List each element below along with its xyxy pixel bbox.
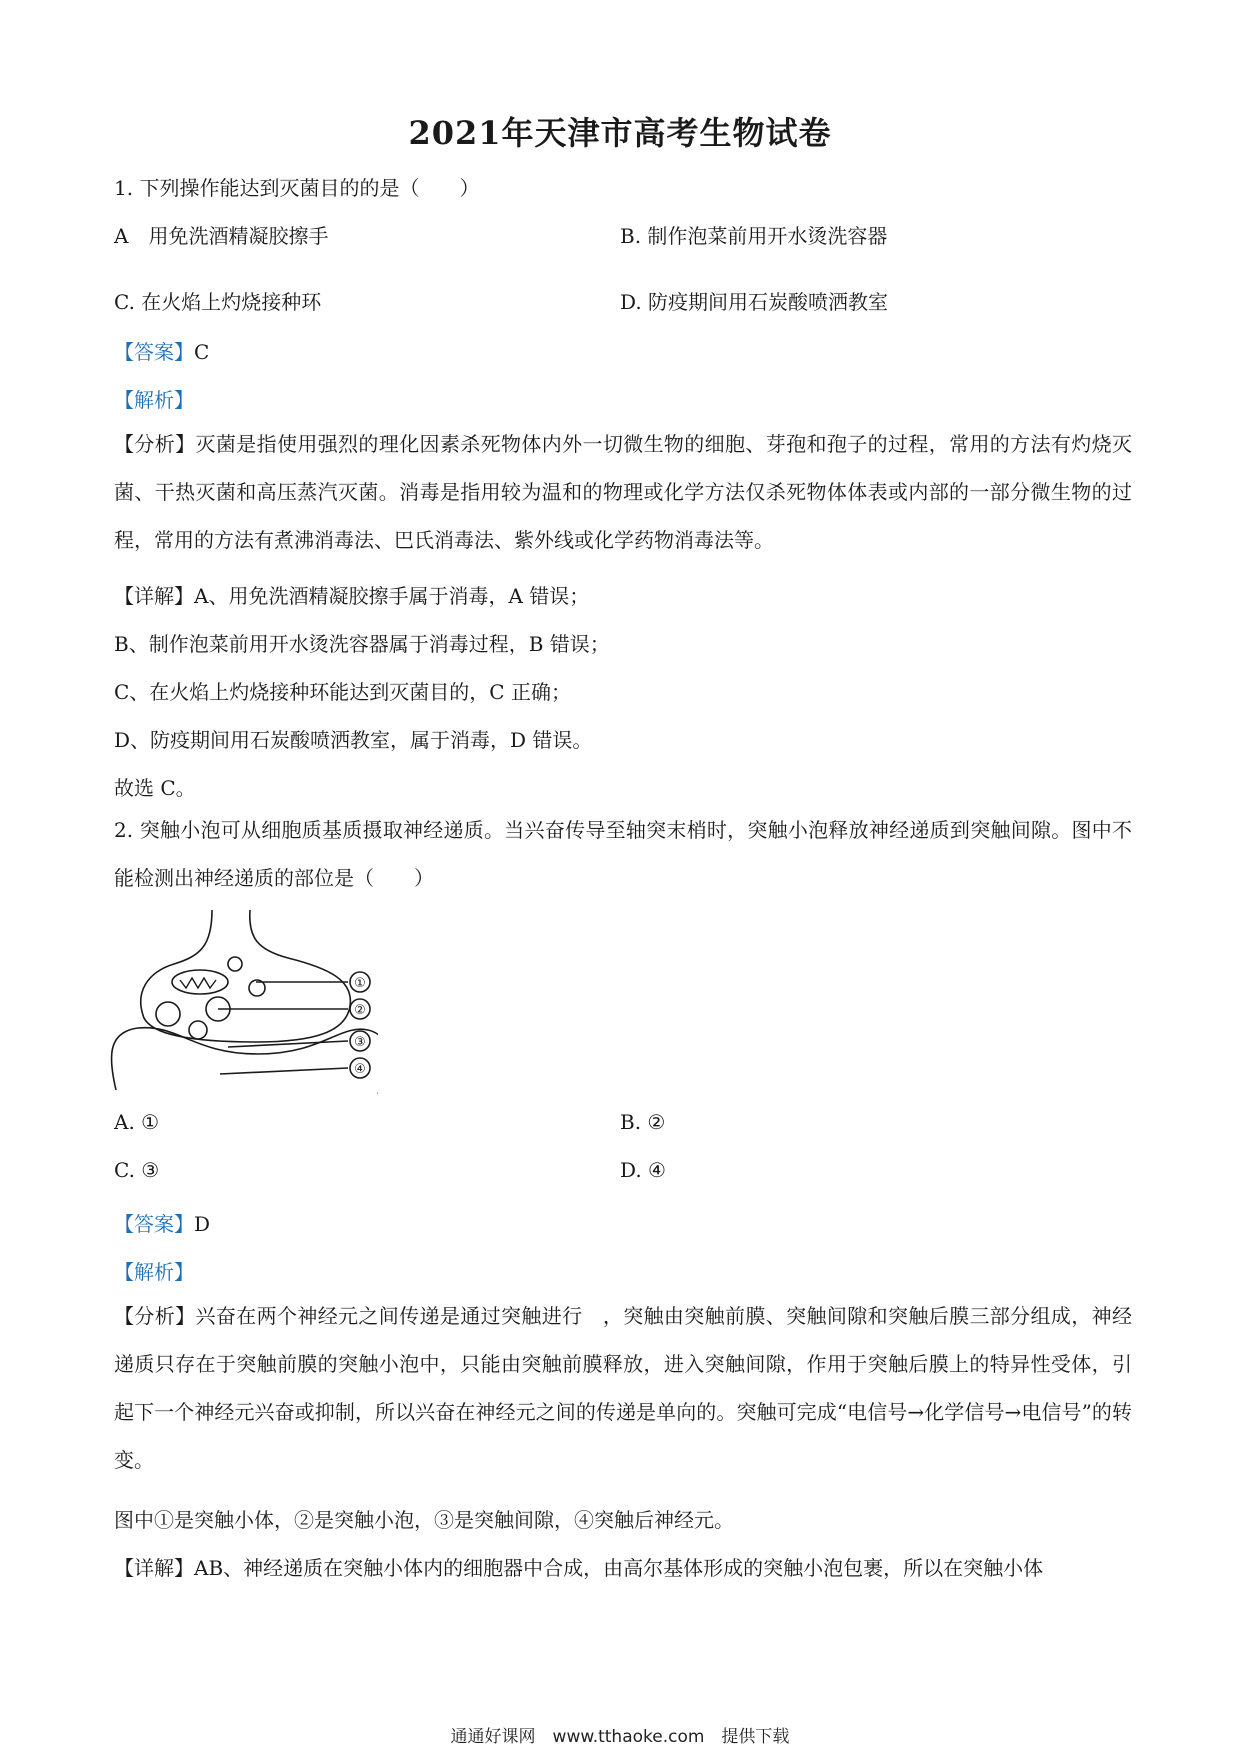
q2-answer <box>114 1208 210 1237</box>
vesicle <box>156 1002 180 1026</box>
q2-fenxi-text: 兴奋在两个神经元之间传递是通过突触进行 ，突触由突触前膜、突触间隙和突触后膜三部分组成，神经递质只存在于突触前膜的突触小泡中，只能由突触前膜释放，进入突触间隙，作用于突触后膜上的特异性受体，引起下一个神经元兴奋或抑制，所以兴奋在神经元之间的传递是单向的。突触可完成“电信号→化学信号→电信号”的转变。 <box>114 1304 1133 1472</box>
diagram-label-3: ③ <box>354 1035 366 1050</box>
q2-option-c: C. ③ <box>114 1158 160 1182</box>
q1-answer <box>114 336 209 365</box>
presynaptic-terminal-outline <box>141 910 351 1042</box>
q1-stem: 1. 下列操作能达到灭菌目的的是（ ） <box>114 176 480 200</box>
q2-answer-value: D <box>194 1212 211 1236</box>
q2-xiangjie-text: AB、神经递质在突触小体内的细胞器中合成，由高尔基体形成的突触小泡包裹，所以在突触小体 <box>194 1556 1044 1580</box>
q2-option-d: D. ④ <box>620 1158 666 1182</box>
mitochondrion <box>172 970 228 994</box>
q2-fenxi-tag: 【分析】 <box>114 1304 196 1328</box>
q1-xiangjie-c: C、在火焰上灼烧接种环能达到灭菌目的，C 正确； <box>114 680 571 704</box>
q2-xiangjie-tag: 【详解】 <box>114 1556 194 1580</box>
q1-xiangjie-d: D、防疫期间用石炭酸喷洒教室，属于消毒，D 错误。 <box>114 728 593 752</box>
q1-answer-value: C <box>194 340 210 364</box>
q2-answer-tag: 【答案】 <box>114 1212 194 1236</box>
q1-fenxi-tag: 【分析】 <box>114 432 196 456</box>
q2-figure-note: 图中①是突触小体，②是突触小泡，③是突触间隙，④突触后神经元。 <box>114 1508 734 1532</box>
q1-answer-tag: 【答案】 <box>114 340 194 364</box>
q1-xiangjie-a-text: A、用免洗酒精凝胶擦手属于消毒，A 错误； <box>194 584 590 608</box>
q1-option-c: C. 在火焰上灼烧接种环 <box>114 290 322 314</box>
q1-fenxi-text: 灭菌是指使用强烈的理化因素杀死物体内外一切微生物的细胞、芽孢和孢子的过程，常用的方法有灼烧灭菌、干热灭菌和高压蒸汽灭菌。消毒是指用较为温和的物理或化学方法仅杀死物体体表或内部的一部分微生物的过程，常用的方法有煮沸消毒法、巴氏消毒法、紫外线或化学药物消毒法等。 <box>114 432 1133 552</box>
q2-fenxi <box>114 1292 1132 1488</box>
q1-xiangjie-b: B、制作泡菜前用开水烫洗容器属于消毒过程，B 错误； <box>114 632 610 656</box>
q1-option-b: B. 制作泡菜前用开水烫洗容器 <box>620 224 888 248</box>
diagram-label-4: ④ <box>354 1062 366 1077</box>
pointer-line-4 <box>220 1068 348 1074</box>
diagram-label-2: ② <box>354 1003 366 1018</box>
q2-stem: 2. 突触小泡可从细胞质基质摄取神经递质。当兴奋传导至轴突末梢时，突触小泡释放神经递质到突触间隙。图中不能检测出神经递质的部位是（ ） <box>114 818 1132 890</box>
q1-xiangjie-a <box>114 580 589 609</box>
diagram-label-1: ① <box>354 976 366 991</box>
page-title: 2021年天津市高考生物试卷 <box>408 114 832 152</box>
q1-conclusion: 故选 C。 <box>114 776 196 800</box>
postsynaptic-membrane <box>111 1028 378 1094</box>
page-footer: 通通好课网 www.tthaoke.com 提供下载 <box>450 1727 790 1747</box>
q2-xiangjie <box>114 1552 1132 1581</box>
vesicle <box>228 957 242 971</box>
q1-option-a: A 用免洗酒精凝胶擦手 <box>114 224 329 248</box>
q1-analysis-tag: 【解析】 <box>114 388 194 412</box>
q2-option-b: B. ② <box>620 1110 666 1134</box>
q2-option-a: A. ① <box>114 1110 160 1134</box>
q1-fenxi <box>114 420 1132 570</box>
synapse-diagram <box>108 906 378 1096</box>
q1-option-d: D. 防疫期间用石炭酸喷洒教室 <box>620 290 889 314</box>
q1-xiangjie-tag: 【详解】 <box>114 584 194 608</box>
q2-analysis-tag: 【解析】 <box>114 1260 194 1284</box>
vesicle <box>189 1021 207 1039</box>
